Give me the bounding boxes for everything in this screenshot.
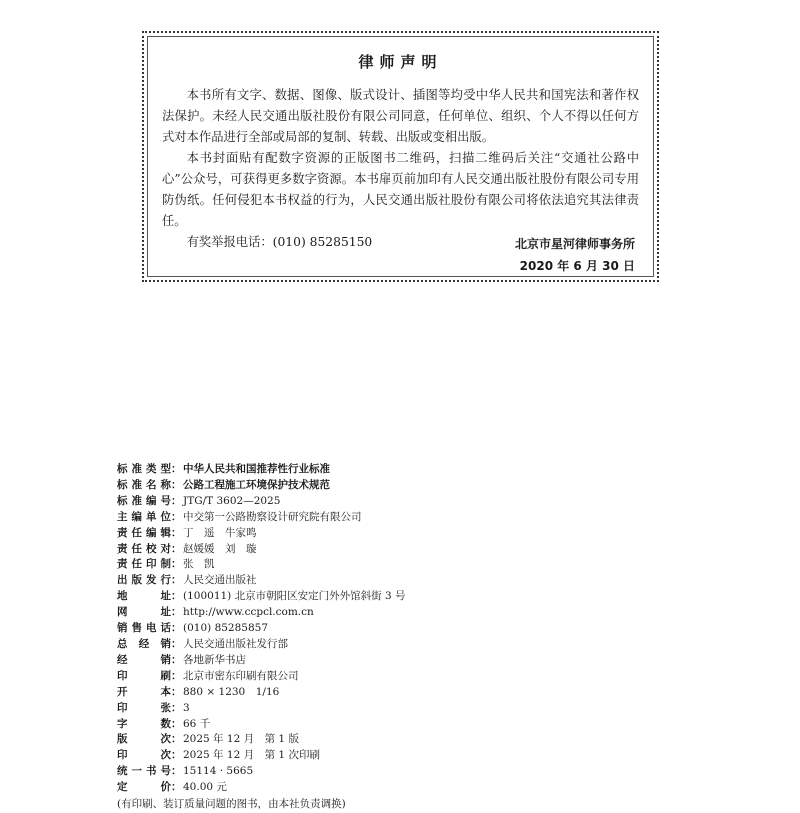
colophon-value: 2025 年 12 月 第 1 版 <box>183 733 299 746</box>
colophon-note: (有印刷、装订质量问题的图书，由本社负责调换) <box>117 798 346 811</box>
colophon-value: 15114 · 5665 <box>183 765 254 778</box>
notice-signature-block <box>515 233 635 277</box>
colophon-colon: ： <box>171 590 182 603</box>
colophon-row <box>117 621 677 637</box>
colophon-value: 2025 年 12 月 第 1 次印刷 <box>183 749 320 762</box>
colophon-row <box>117 573 677 589</box>
colophon-value: 丁 遥 牛家鸣 <box>183 526 257 539</box>
colophon-label: 责任编辑 <box>117 526 171 539</box>
colophon-label: 开本 <box>117 685 171 698</box>
colophon-colon: ： <box>171 765 182 778</box>
colophon-colon: ： <box>171 685 182 698</box>
colophon-label: 印张 <box>117 701 171 714</box>
colophon-value: http://www.ccpcl.com.cn <box>183 606 314 619</box>
colophon-value: 各地新华书店 <box>183 653 246 666</box>
law-firm-name: 北京市星河律师事务所 <box>514 237 635 251</box>
colophon-value: 880 × 1230 1/16 <box>183 685 280 698</box>
colophon-colon: ： <box>171 463 182 475</box>
colophon-label: 地址 <box>117 590 171 603</box>
colophon-label: 印次 <box>117 749 171 762</box>
colophon-row <box>117 526 677 542</box>
colophon-row <box>117 748 677 764</box>
colophon-colon: ： <box>171 637 182 650</box>
colophon-label: 经销 <box>117 653 171 666</box>
colophon-label: 版次 <box>117 733 171 746</box>
colophon-colon: ： <box>171 494 182 507</box>
colophon-value: 66 千 <box>183 717 211 730</box>
colophon-row <box>117 717 677 733</box>
colophon-colon: ： <box>171 606 182 619</box>
colophon-value: (010) 85285857 <box>183 622 269 635</box>
colophon-row <box>117 605 677 621</box>
colophon-row <box>117 589 677 605</box>
colophon-colon: ： <box>171 781 182 794</box>
colophon-row <box>117 732 677 748</box>
colophon-label: 印刷 <box>117 669 171 682</box>
notice-paragraph: 本书封面贴有配数字资源的正版图书二维码，扫描二维码后关注“交通社公路中心”公众号，可获得更多数字资源。本书扉页前加印有人民交通出版社股份有限公司专用防伪纸。任何侵犯本书权益的行为，人民交通出版社股份有限公司将依法追究其法律责任。 <box>162 151 639 228</box>
colophon-label: 标准名称 <box>117 478 171 491</box>
colophon-label: 主编单位 <box>117 510 171 523</box>
colophon-row <box>117 510 677 526</box>
colophon-colon: ： <box>171 558 182 571</box>
colophon-colon: ： <box>171 653 182 666</box>
colophon-value: (100011) 北京市朝阳区安定门外外馆斜街 3 号 <box>183 590 406 603</box>
colophon-label: 总经销 <box>117 637 171 650</box>
colophon-row <box>117 637 677 653</box>
colophon-value: 中华人民共和国推荐性行业标准 <box>183 463 330 475</box>
colophon-colon: ： <box>171 478 182 491</box>
colophon-colon: ： <box>171 542 182 555</box>
colophon-value: 张 凯 <box>183 558 215 571</box>
colophon-label: 定价 <box>117 781 171 794</box>
colophon-value: 3 <box>183 701 190 714</box>
colophon-label: 标准类型 <box>117 463 171 475</box>
colophon-row <box>117 764 677 780</box>
colophon-row <box>117 780 677 796</box>
colophon-value: 北京市密东印刷有限公司 <box>183 669 299 682</box>
colophon-colon: ： <box>171 622 182 635</box>
notice-paragraph: 本书所有文字、数据、图像、版式设计、插图等均受中华人民共和国宪法和著作权法保护。未经人民交通出版社股份有限公司同意，任何单位、组织、个人不得以任何方式对本作品进行全部或局部的复制、转载、出版或变相出版。 <box>162 88 639 144</box>
colophon-row <box>117 653 677 669</box>
colophon-label: 出版发行 <box>117 574 171 587</box>
colophon-colon: ： <box>171 574 182 587</box>
colophon-colon: ： <box>171 749 182 762</box>
colophon-colon: ： <box>171 701 182 714</box>
notice-title: 律师声明 <box>358 53 443 71</box>
colophon-row <box>117 462 677 478</box>
statement-date: 2020 年 6 月 30 日 <box>519 259 635 273</box>
colophon-row <box>117 701 677 717</box>
colophon-value: 人民交通出版社 <box>183 574 257 587</box>
colophon-value: 人民交通出版社发行部 <box>183 637 288 650</box>
colophon-row <box>117 685 677 701</box>
colophon-label: 责任校对 <box>117 542 171 555</box>
colophon-value: JTG/T 3602—2025 <box>183 494 281 507</box>
notice-paragraph: 有奖举报电话：(010) 85285150 <box>186 235 373 249</box>
colophon-value: 中交第一公路勘察设计研究院有限公司 <box>183 510 362 523</box>
colophon-row <box>117 478 677 494</box>
colophon-colon: ： <box>171 717 182 730</box>
colophon-colon: ： <box>171 733 182 746</box>
colophon-colon: ： <box>171 526 182 539</box>
colophon-row <box>117 494 677 510</box>
colophon-row <box>117 542 677 558</box>
colophon-colon: ： <box>171 669 182 682</box>
colophon-row <box>117 557 677 573</box>
notice-body <box>162 85 639 253</box>
colophon-value: 赵媛媛 刘 璇 <box>183 542 257 555</box>
lawyer-statement-box <box>142 31 659 282</box>
colophon-label: 标准编号 <box>117 494 171 507</box>
colophon-value: 40.00 元 <box>183 781 227 794</box>
colophon <box>117 462 677 813</box>
colophon-label: 统一书号 <box>117 765 171 778</box>
colophon-label: 责任印制 <box>117 558 171 571</box>
colophon-colon: ： <box>171 510 182 523</box>
colophon-label: 字数 <box>117 717 171 730</box>
colophon-label: 网址 <box>117 606 171 619</box>
colophon-label: 销售电话 <box>117 622 171 635</box>
colophon-row <box>117 669 677 685</box>
colophon-value: 公路工程施工环境保护技术规范 <box>183 478 330 491</box>
